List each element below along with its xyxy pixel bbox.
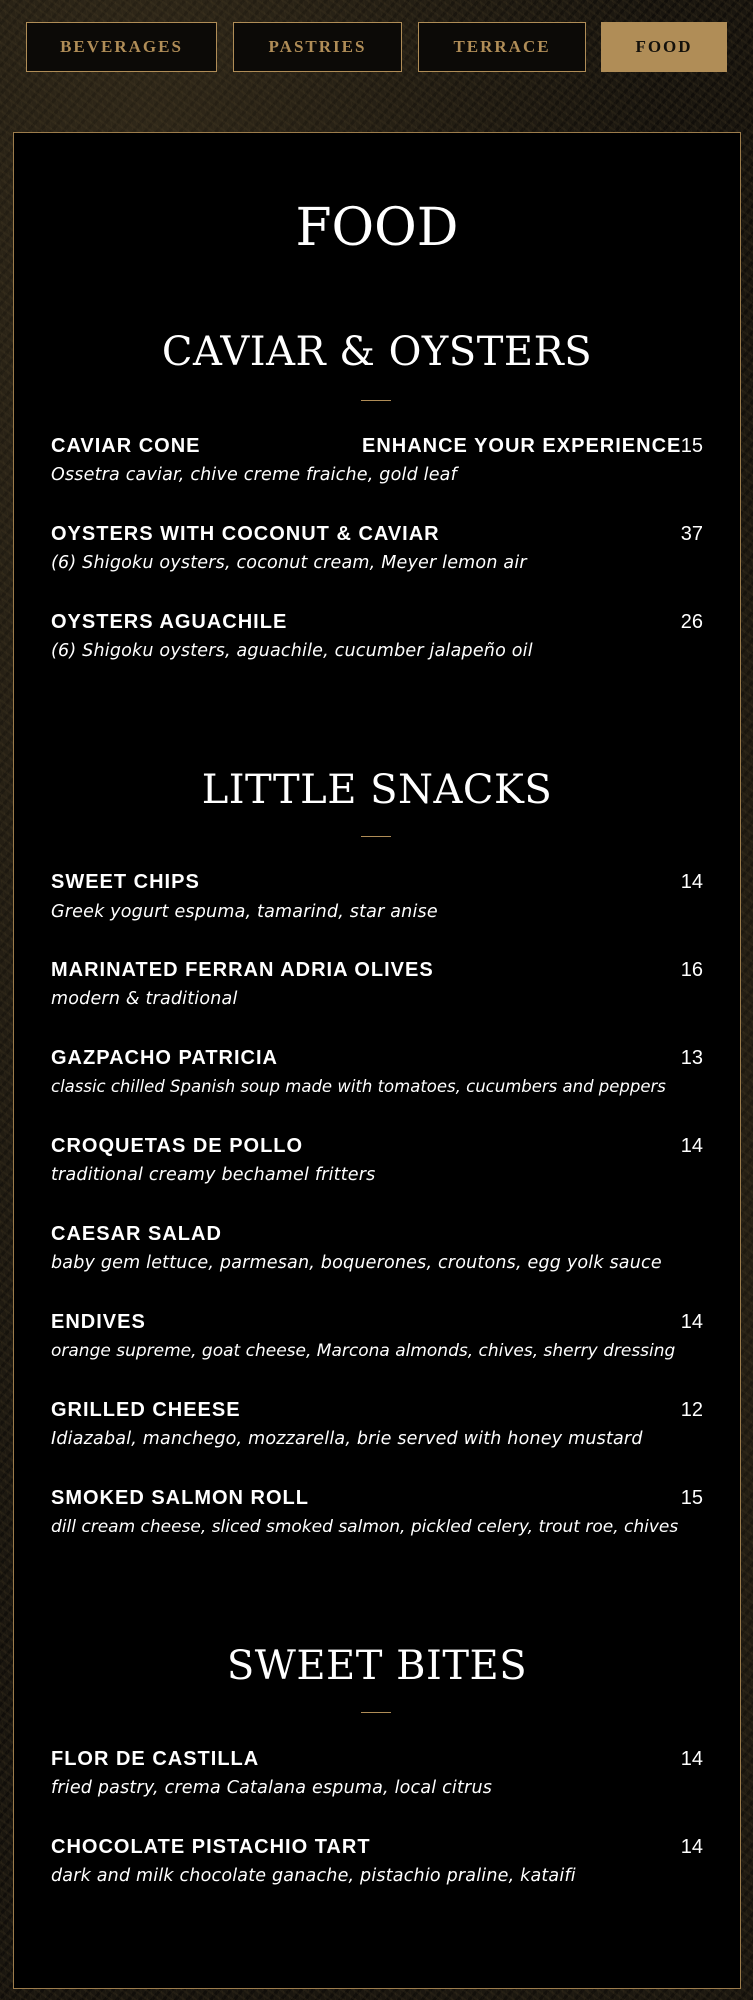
item-price: 14 <box>680 1836 703 1858</box>
item-description: modern & traditional <box>51 989 238 1009</box>
item-description: (6) Shigoku oysters, coconut cream, Meyer lemon air <box>51 553 527 573</box>
item-description: orange supreme, goat cheese, Marcona almonds, chives, sherry dressing <box>51 1341 676 1361</box>
item-name: MARINATED FERRAN ADRIA OLIVES <box>51 959 434 981</box>
item-name: SMOKED SALMON ROLL <box>51 1487 309 1509</box>
section-divider <box>361 836 391 837</box>
item-description: (6) Shigoku oysters, aguachile, cucumber jalapeño oil <box>51 641 533 661</box>
item-name: GAZPACHO PATRICIA <box>51 1047 278 1069</box>
item-price: 15 <box>680 1487 703 1509</box>
item-name: OYSTERS WITH COCONUT & CAVIAR <box>51 523 440 545</box>
item-description: dill cream cheese, sliced smoked salmon, pickled celery, trout roe, chives <box>51 1517 679 1537</box>
section-divider <box>361 1712 391 1713</box>
tab-food[interactable]: FOOD <box>601 22 727 72</box>
item-price: 14 <box>680 1311 703 1333</box>
tab-terrace[interactable]: TERRACE <box>418 22 586 72</box>
item-description: dark and milk chocolate ganache, pistachio praline, kataifi <box>51 1866 576 1886</box>
item-price: 13 <box>680 1047 703 1069</box>
item-price: 14 <box>680 871 703 893</box>
item-name: FLOR DE CASTILLA <box>51 1748 260 1770</box>
item-price: 16 <box>680 959 703 981</box>
item-description: Greek yogurt espuma, tamarind, star anise <box>51 902 438 922</box>
item-name: CAVIAR CONE <box>51 435 201 457</box>
item-description: baby gem lettuce, parmesan, boquerones, croutons, egg yolk sauce <box>51 1253 662 1273</box>
item-name: OYSTERS AGUACHILE <box>51 611 288 633</box>
menu-tabs <box>0 22 753 74</box>
item-name: CHOCOLATE PISTACHIO TART <box>51 1836 371 1858</box>
item-name: SWEET CHIPS <box>51 871 200 893</box>
tab-pastries[interactable]: PASTRIES <box>233 22 402 72</box>
item-description: traditional creamy bechamel fritters <box>51 1165 376 1185</box>
item-description: Idiazabal, manchego, mozzarella, brie served with honey mustard <box>51 1429 643 1449</box>
item-price: 26 <box>680 611 703 633</box>
item-price: 37 <box>680 523 703 545</box>
section-title-caviar-oysters: CAVIAR & OYSTERS <box>161 329 593 375</box>
item-price: 15 <box>680 435 703 457</box>
item-name: GRILLED CHEESE <box>51 1399 241 1421</box>
section-title-sweet-bites: SWEET BITES <box>226 1643 528 1689</box>
item-description: classic chilled Spanish soup made with tomatoes, cucumbers and peppers <box>51 1077 666 1096</box>
tab-beverages[interactable]: BEVERAGES <box>26 22 217 72</box>
item-name: ENDIVES <box>51 1311 146 1333</box>
item-price: 14 <box>680 1135 703 1157</box>
item-description: Ossetra caviar, chive creme fraiche, gold leaf <box>51 465 457 485</box>
section-divider <box>361 400 391 401</box>
item-description: fried pastry, crema Catalana espuma, local citrus <box>51 1778 493 1798</box>
enhance-experience-link[interactable]: ENHANCE YOUR EXPERIENCE <box>362 435 682 457</box>
item-price: 12 <box>680 1399 703 1421</box>
item-price: 14 <box>680 1748 703 1770</box>
section-title-little-snacks: LITTLE SNACKS <box>201 767 553 813</box>
item-name: CAESAR SALAD <box>51 1223 222 1245</box>
page-title: FOOD <box>295 198 459 258</box>
item-name: CROQUETAS DE POLLO <box>51 1135 304 1157</box>
